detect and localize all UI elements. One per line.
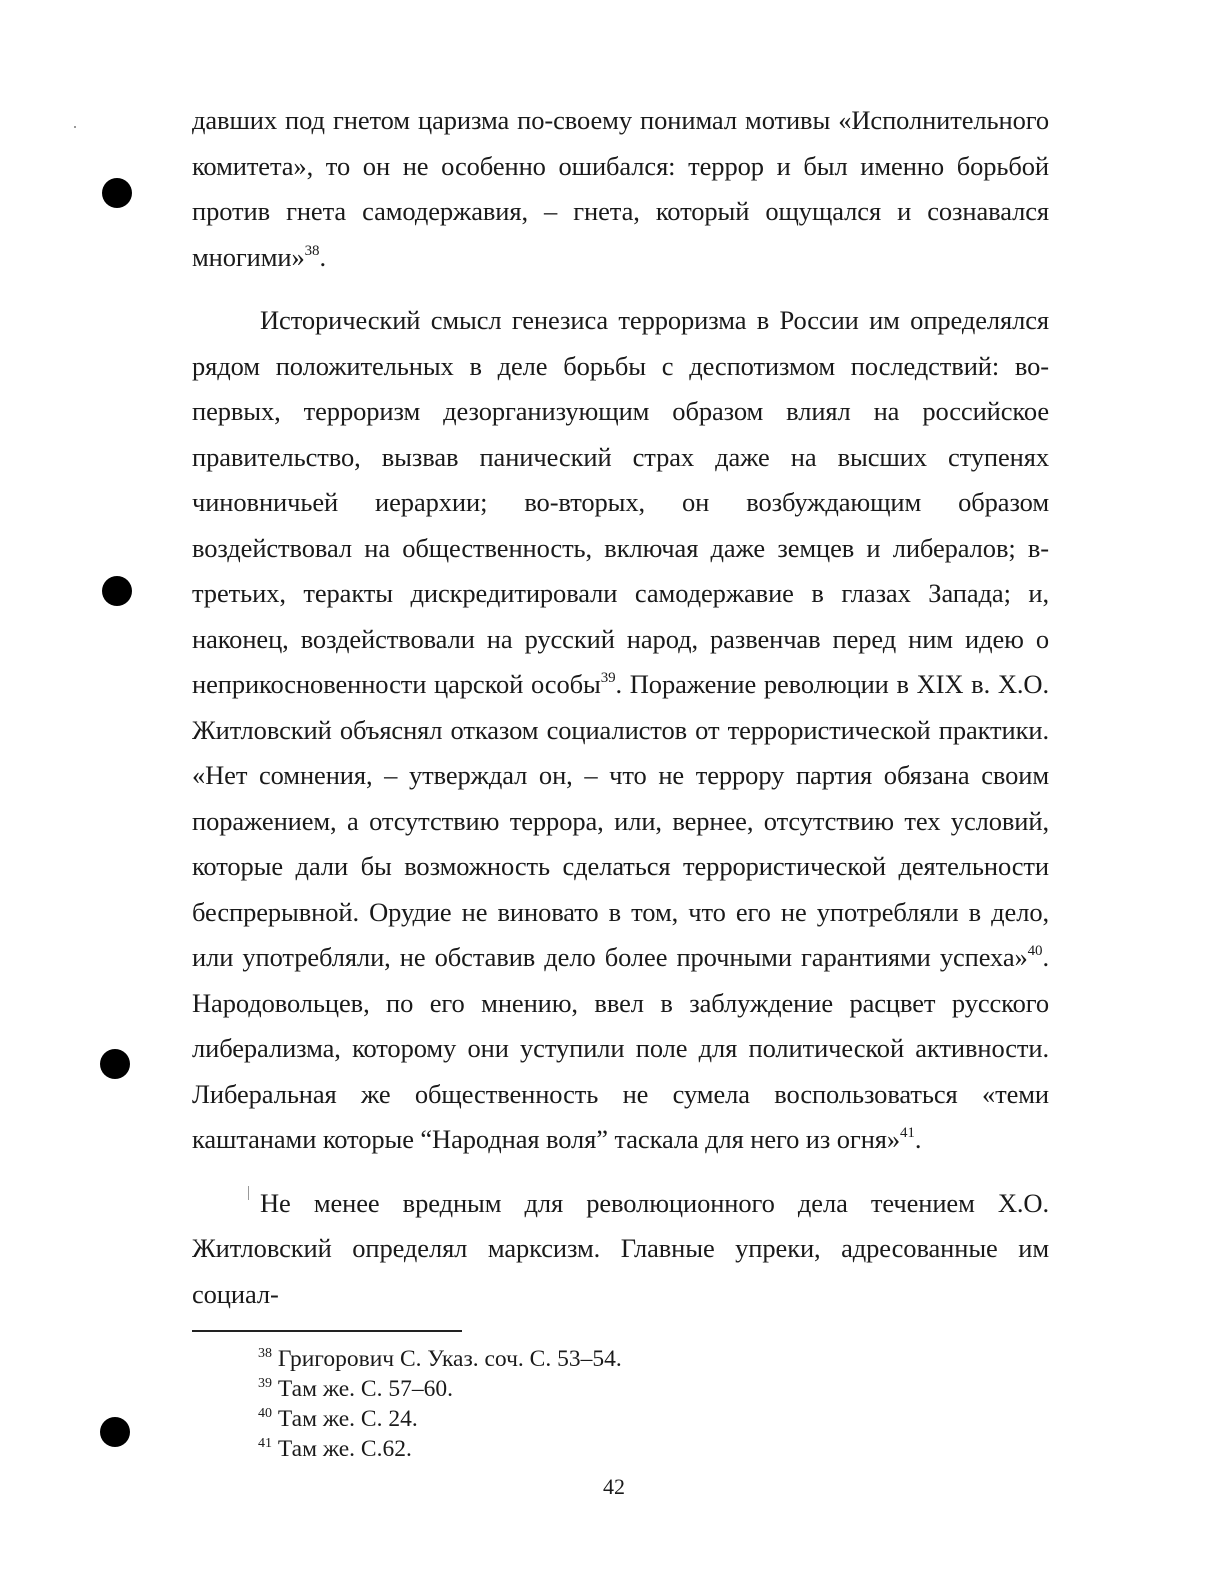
- paragraph-2-tail: .: [914, 1124, 922, 1154]
- footnote-number: 41: [258, 1436, 272, 1451]
- footnote-text: Там же. С.62.: [272, 1436, 412, 1462]
- paragraph-3: [192, 1181, 1049, 1318]
- page-number: 42: [603, 1474, 625, 1499]
- footnote-ref-41[interactable]: 41: [900, 1125, 915, 1141]
- footnote-ref-39[interactable]: 39: [600, 670, 616, 686]
- punch-hole: [102, 178, 132, 208]
- paragraph-2: [192, 298, 1049, 1163]
- footnote-text: Там же. С. 24.: [272, 1406, 418, 1432]
- footnote-ref-38[interactable]: 38: [304, 242, 320, 259]
- paragraph-1-tail: .: [319, 241, 326, 272]
- footnote-text: Григорович С. Указ. соч. С. 53–54.: [272, 1346, 622, 1372]
- punch-hole: [102, 576, 132, 606]
- footnote-number: 40: [258, 1406, 272, 1421]
- page-body: [192, 98, 1049, 1317]
- footnote-number: 39: [258, 1376, 272, 1391]
- paragraph-1: [192, 98, 1049, 280]
- footnotes: [258, 1344, 622, 1464]
- paragraph-2-part3: . Народовольцев, по его мнению, ввел в заблуждение расцвет русского либерализма, которому они уступили поле для политической активности. Либеральная же общественность не сумела воспользоваться «теми каштанами которые “Народная воля” таскала для него из огня»: [192, 942, 1049, 1154]
- footnote-text: Там же. С. 57–60.: [272, 1376, 453, 1402]
- footnote-separator: [192, 1330, 462, 1332]
- scan-speck: [74, 126, 76, 128]
- paragraph-2-part2: . Поражение революции в XIX в. Х.О. Житловский объяснял отказом социалистов от террористической практики. «Нет сомнения, – утверждал он, – что не террору партия обязана своим поражением, а отсутствию террора, или, вернее, отсутствию тех условий, которые дали бы возможность сделаться террористической деятельности беспрерывной. Орудие не виновато в том, что его не употребляли в дело, или употребляли, не обставив дело более прочными гарантиями успеха»: [192, 669, 1049, 972]
- footnote-item: [258, 1404, 622, 1434]
- paragraph-3-text: Не менее вредным для революционного дела течением Х.О. Житловский определял марксизм. Главные упреки, адресованные им социал-: [192, 1187, 1049, 1309]
- footnote-item: [258, 1434, 622, 1464]
- footnote-ref-40[interactable]: 40: [1027, 943, 1043, 959]
- paragraph-1-text: давших под гнетом царизма по-своему понимал мотивы «Исполнительного комитета», то он не особенно ошибался: террор и был именно борьбой против гнета самодержавия, – гнета, который ощущался и сознавался многими»: [192, 105, 1049, 272]
- footnote-number: 38: [258, 1346, 272, 1361]
- footnote-item: [258, 1374, 622, 1404]
- footnote-item: [258, 1344, 622, 1374]
- paragraph-2-part1: Исторический смысл генезиса терроризма в России им определялся рядом положительных в деле борьбы с деспотизмом последствий: во-первых, терроризм дезорганизующим образом влиял на российское правительство, вызвав панический страх даже на высших ступенях чиновничьей иерархии; во-вторых, он возбуждающим образом воздействовал на общественность, включая даже земцев и либералов; в-третьих, теракты дискредитировали самодержавие в глазах Запада; и, наконец, воздействовали на русский народ, развенчав перед ним идею о неприкосновенности царской особы: [192, 305, 1049, 699]
- punch-hole: [100, 1049, 130, 1079]
- punch-hole: [100, 1417, 130, 1447]
